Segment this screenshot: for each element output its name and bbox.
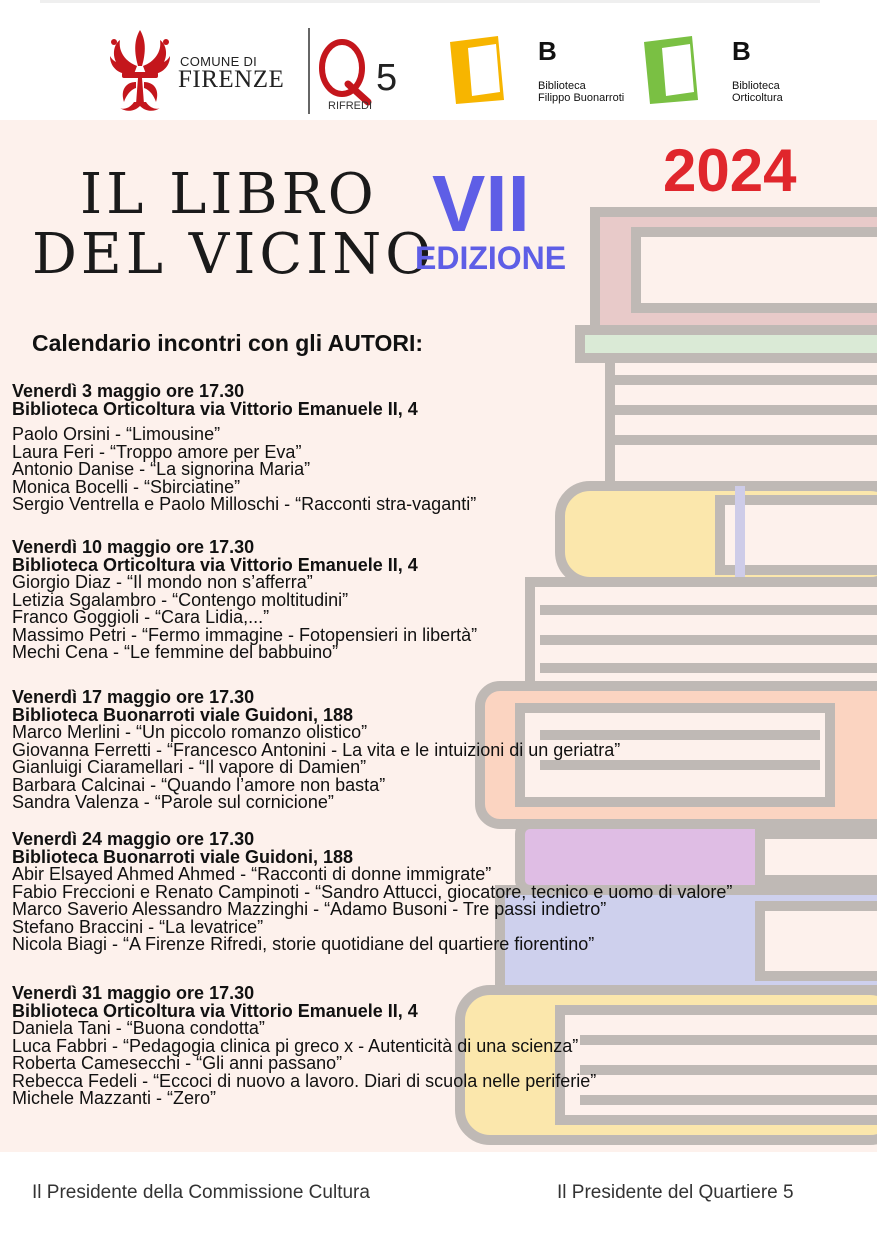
library1-name-line2: Filippo Buonarroti xyxy=(538,92,625,104)
author-line: Abir Elsayed Ahmed Ahmed - “Racconti di donne immigrate” xyxy=(12,864,492,884)
quartiere-number: 5 xyxy=(376,57,398,99)
event-date: Venerdì 3 maggio ore 17.30 xyxy=(12,381,245,401)
header-top-line xyxy=(40,0,820,3)
author-line: Franco Goggioli - “Cara Lidia,...” xyxy=(12,607,270,627)
footer-right-signature: Il Presidente del Quartiere 5 xyxy=(557,1182,794,1203)
event-place: Biblioteca Orticoltura via Vittorio Emanuele II, 4 xyxy=(12,399,418,419)
year-label: 2024 xyxy=(663,137,797,204)
library1-name-line1: Biblioteca xyxy=(538,80,586,92)
author-line: Massimo Petri - “Fermo immagine - Fotopensieri in libertà” xyxy=(12,624,478,645)
event-place: Biblioteca Buonarroti viale Guidoni, 188 xyxy=(12,705,354,725)
author-line: Sandra Valenza - “Parole sul cornicione” xyxy=(12,792,334,812)
comune-name: FIRENZE xyxy=(178,66,285,93)
author-line: Fabio Freccioni e Renato Campinoti - “Sandro Attucci, giocatore, tecnico e uomo di valore” xyxy=(12,881,733,902)
author-line: Mechi Cena - “Le femmine del babbuino” xyxy=(12,642,339,662)
event-date: Venerdì 31 maggio ore 17.30 xyxy=(12,983,255,1003)
comune-label: COMUNE DI xyxy=(180,54,258,69)
edition-word: EDIZIONE xyxy=(415,240,567,276)
library2-name-line2: Orticoltura xyxy=(732,92,783,104)
event-block xyxy=(12,830,872,954)
biblioteca-buonarroti-logo-icon xyxy=(446,34,536,106)
author-line: Antonio Danise - “La signorina Maria” xyxy=(12,459,311,479)
author-line: Stefano Braccini - “La levatrice” xyxy=(12,916,264,937)
event-block xyxy=(12,688,872,812)
title-line-1: IL LIBRO xyxy=(80,162,378,227)
signature-footer xyxy=(0,1152,877,1241)
author-line: Luca Fabbri - “Pedagogia clinica pi greco x - Autenticità di una scienza” xyxy=(12,1035,579,1056)
biblioteca-orticoltura-logo-icon xyxy=(640,34,730,106)
edition-number: VII xyxy=(432,159,530,248)
event-date: Venerdì 24 maggio ore 17.30 xyxy=(12,829,255,849)
quartiere-name: RIFREDI xyxy=(328,100,372,112)
event-date: Venerdì 17 maggio ore 17.30 xyxy=(12,687,255,707)
library1-letter: B xyxy=(538,36,557,66)
author-line: Laura Feri - “Troppo amore per Eva” xyxy=(12,441,302,462)
author-line: Letizia Sgalambro - “Contengo moltitudini” xyxy=(12,589,349,610)
author-line: Paolo Orsini - “Limousine” xyxy=(12,424,221,444)
event-place: Biblioteca Orticoltura via Vittorio Emanuele II, 4 xyxy=(12,1001,418,1021)
florence-lily-logo-icon xyxy=(108,26,172,114)
author-line: Gianluigi Ciaramellari - “Il vapore di Damien” xyxy=(12,757,367,777)
event-block xyxy=(12,984,872,1108)
author-line: Giovanna Ferretti - “Francesco Antonini - La vita e le intuizioni di un geriatra” xyxy=(12,739,621,760)
header-divider xyxy=(308,28,310,114)
author-line: Marco Saverio Alessandro Mazzinghi - “Adamo Busoni - Tre passi indietro” xyxy=(12,899,607,919)
event-block xyxy=(12,382,872,514)
author-line: Daniela Tani - “Buona condotta” xyxy=(12,1018,265,1038)
title-line-2: DEL VICINO xyxy=(32,222,436,287)
library2-name-line1: Biblioteca xyxy=(732,80,780,92)
author-line: Barbara Calcinai - “Quando l’amore non basta” xyxy=(12,774,386,795)
event-place: Biblioteca Orticoltura via Vittorio Emanuele II, 4 xyxy=(12,555,418,575)
author-line: Nicola Biagi - “A Firenze Rifredi, storie quotidiane del quartiere fiorentino” xyxy=(12,934,595,954)
author-line: Marco Merlini - “Un piccolo romanzo olistico” xyxy=(12,722,368,742)
event-place: Biblioteca Buonarroti viale Guidoni, 188 xyxy=(12,847,354,867)
author-line: Monica Bocelli - “Sbirciatine” xyxy=(12,476,241,497)
author-line: Rebecca Fedeli - “Eccoci di nuovo a lavoro. Diari di scuola nelle periferie” xyxy=(12,1070,597,1091)
author-line: Sergio Ventrella e Paolo Milloschi - “Racconti stra-vaganti” xyxy=(12,494,477,514)
event-date: Venerdì 10 maggio ore 17.30 xyxy=(12,537,255,557)
author-line: Giorgio Diaz - “Il mondo non s’afferra” xyxy=(12,572,313,592)
logo-header xyxy=(0,0,877,120)
event-block xyxy=(12,538,872,662)
author-line: Roberta Camesecchi - “Gli anni passano” xyxy=(12,1053,343,1073)
library2-letter: B xyxy=(732,36,751,66)
footer-left-signature: Il Presidente della Commissione Cultura xyxy=(32,1182,370,1203)
author-line: Michele Mazzanti - “Zero” xyxy=(12,1088,217,1108)
calendar-heading: Calendario incontri con gli AUTORI: xyxy=(32,330,424,356)
